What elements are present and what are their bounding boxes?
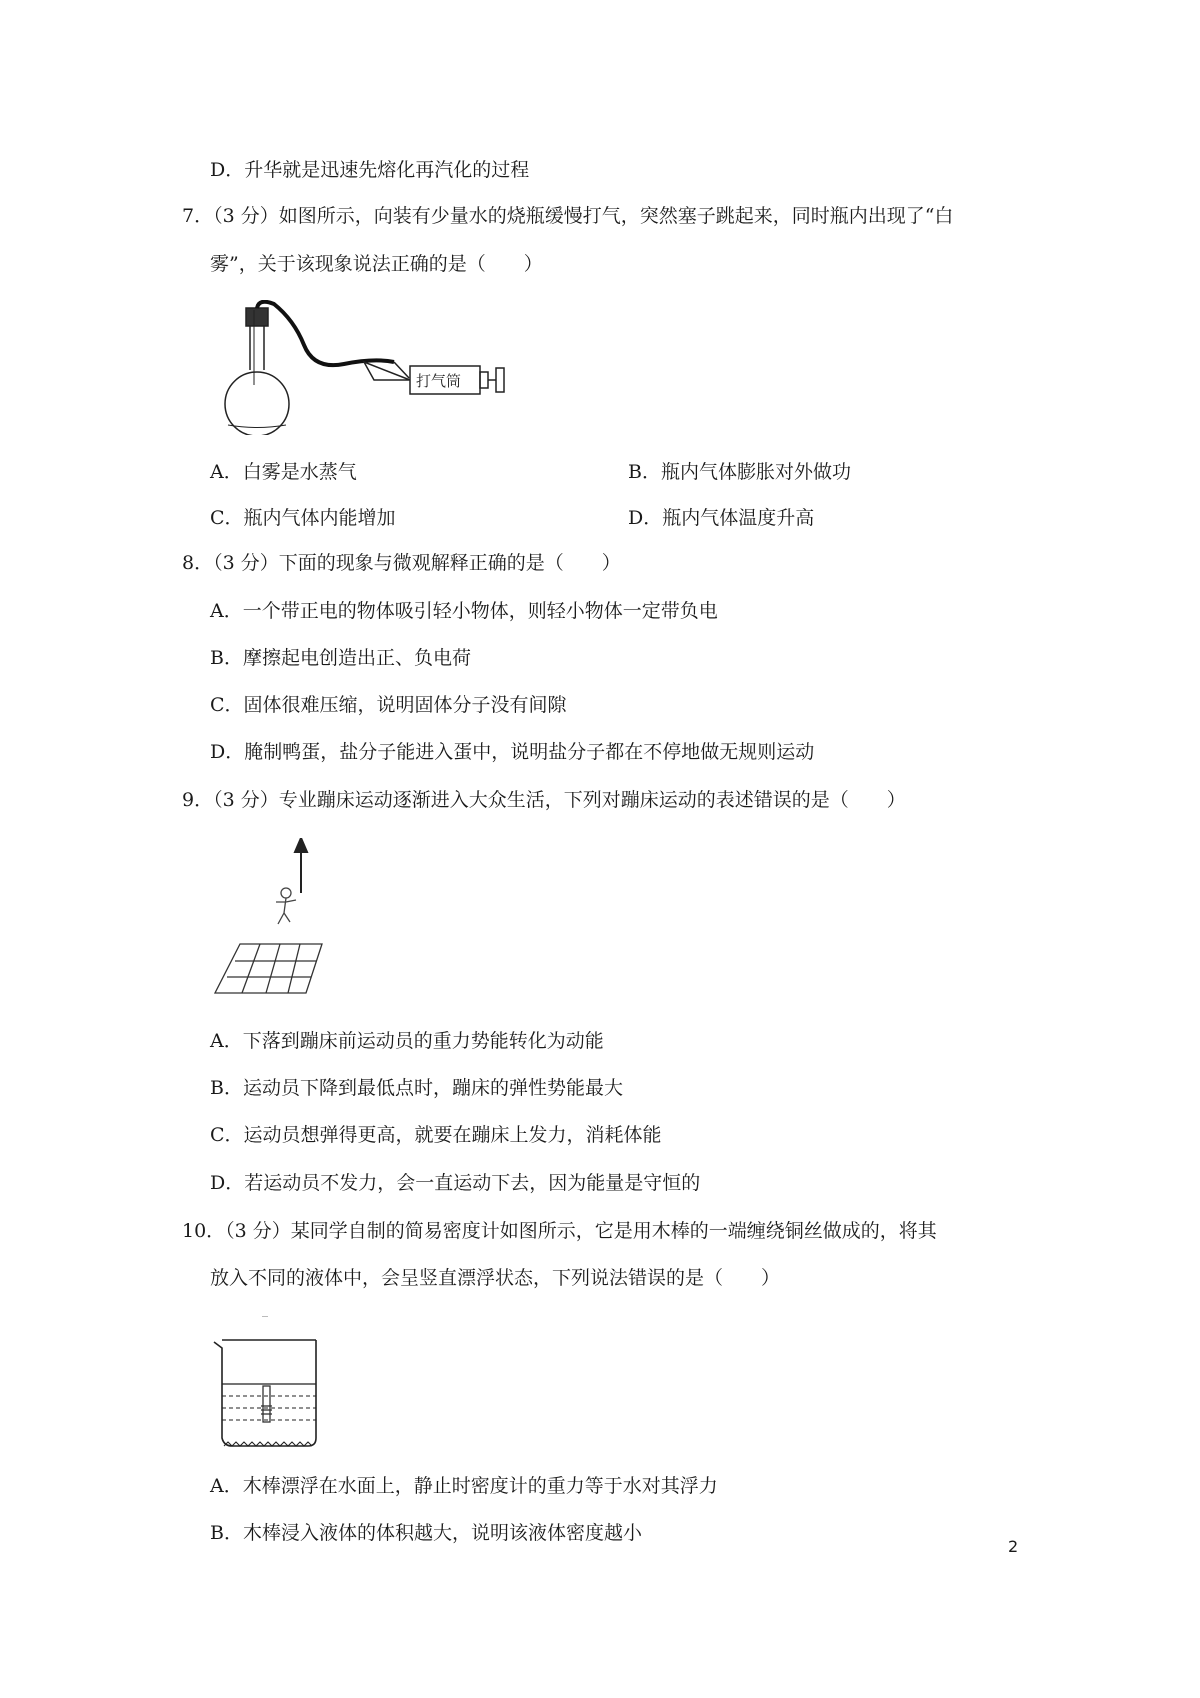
question-10-stem-line2: 放入不同的液体中，会呈竖直漂浮状态，下列说法错误的是（ ） [210, 1267, 781, 1289]
question-8-option-c: C．固体很难压缩，说明固体分子没有间隙 [210, 694, 567, 716]
question-8-option-a: A．一个带正电的物体吸引轻小物体，则轻小物体一定带负电 [210, 600, 718, 622]
question-9-option-a: A．下落到蹦床前运动员的重力势能转化为动能 [210, 1030, 604, 1052]
athlete-icon [276, 888, 296, 924]
question-8-option-d: D．腌制鸭蛋，盐分子能进入蛋中，说明盐分子都在不停地做无规则运动 [210, 741, 815, 763]
q6-option-d: D．升华就是迅速先熔化再汽化的过程 [210, 159, 530, 181]
hydrometer-icon [261, 1386, 272, 1422]
question-8-stem: 8．（3 分）下面的现象与微观解释正确的是（ ） [182, 552, 621, 574]
question-10-stem-line1: 10．（3 分）某同学自制的简易密度计如图所示，它是用木棒的一端缠绕铜丝做成的，将其 [182, 1220, 937, 1242]
question-9-option-d: D．若运动员不发力，会一直运动下去，因为能量是守恒的 [210, 1172, 701, 1194]
question-7-option-b: B．瓶内气体膨胀对外做功 [628, 461, 851, 483]
question-10-option-a: A．木棒漂浮在水面上，静止时密度计的重力等于水对其浮力 [210, 1475, 718, 1497]
up-arrow-icon [295, 838, 307, 893]
rubber-tube [257, 302, 394, 365]
page-number: 2 [1008, 1537, 1019, 1556]
question-9-option-c: C．运动员想弹得更高，就要在蹦床上发力，消耗体能 [210, 1124, 662, 1146]
question-8-option-b: B．摩擦起电创造出正、负电荷 [210, 647, 471, 669]
question-9-stem: 9．（3 分）专业蹦床运动逐渐进入大众生活，下列对蹦床运动的表述错误的是（ ） [182, 789, 906, 811]
flask-pump-figure [214, 300, 544, 435]
question-7-stem-line1: 7．（3 分）如图所示，向装有少量水的烧瓶缓慢打气，突然塞子跳起来，同时瓶内出现了“白 [182, 205, 954, 227]
pump-label: 打气筒 [416, 372, 462, 390]
beaker-icon [214, 1340, 316, 1446]
question-9-option-b: B．运动员下降到最低点时，蹦床的弹性势能最大 [210, 1077, 623, 1099]
flask-icon [225, 308, 289, 435]
question-7-option-c: C．瓶内气体内能增加 [210, 507, 396, 529]
beaker-figure [212, 1316, 324, 1448]
question-10-option-b: B．木棒浸入液体的体积越大，说明该液体密度越小 [210, 1522, 642, 1544]
question-7-option-a: A．白雾是水蒸气 [210, 461, 357, 483]
question-7-option-d: D．瓶内气体温度升高 [628, 507, 815, 529]
question-7-stem-line2: 雾”，关于该现象说法正确的是（ ） [210, 253, 543, 275]
trampoline-figure [210, 838, 330, 998]
trampoline-icon [215, 944, 322, 993]
